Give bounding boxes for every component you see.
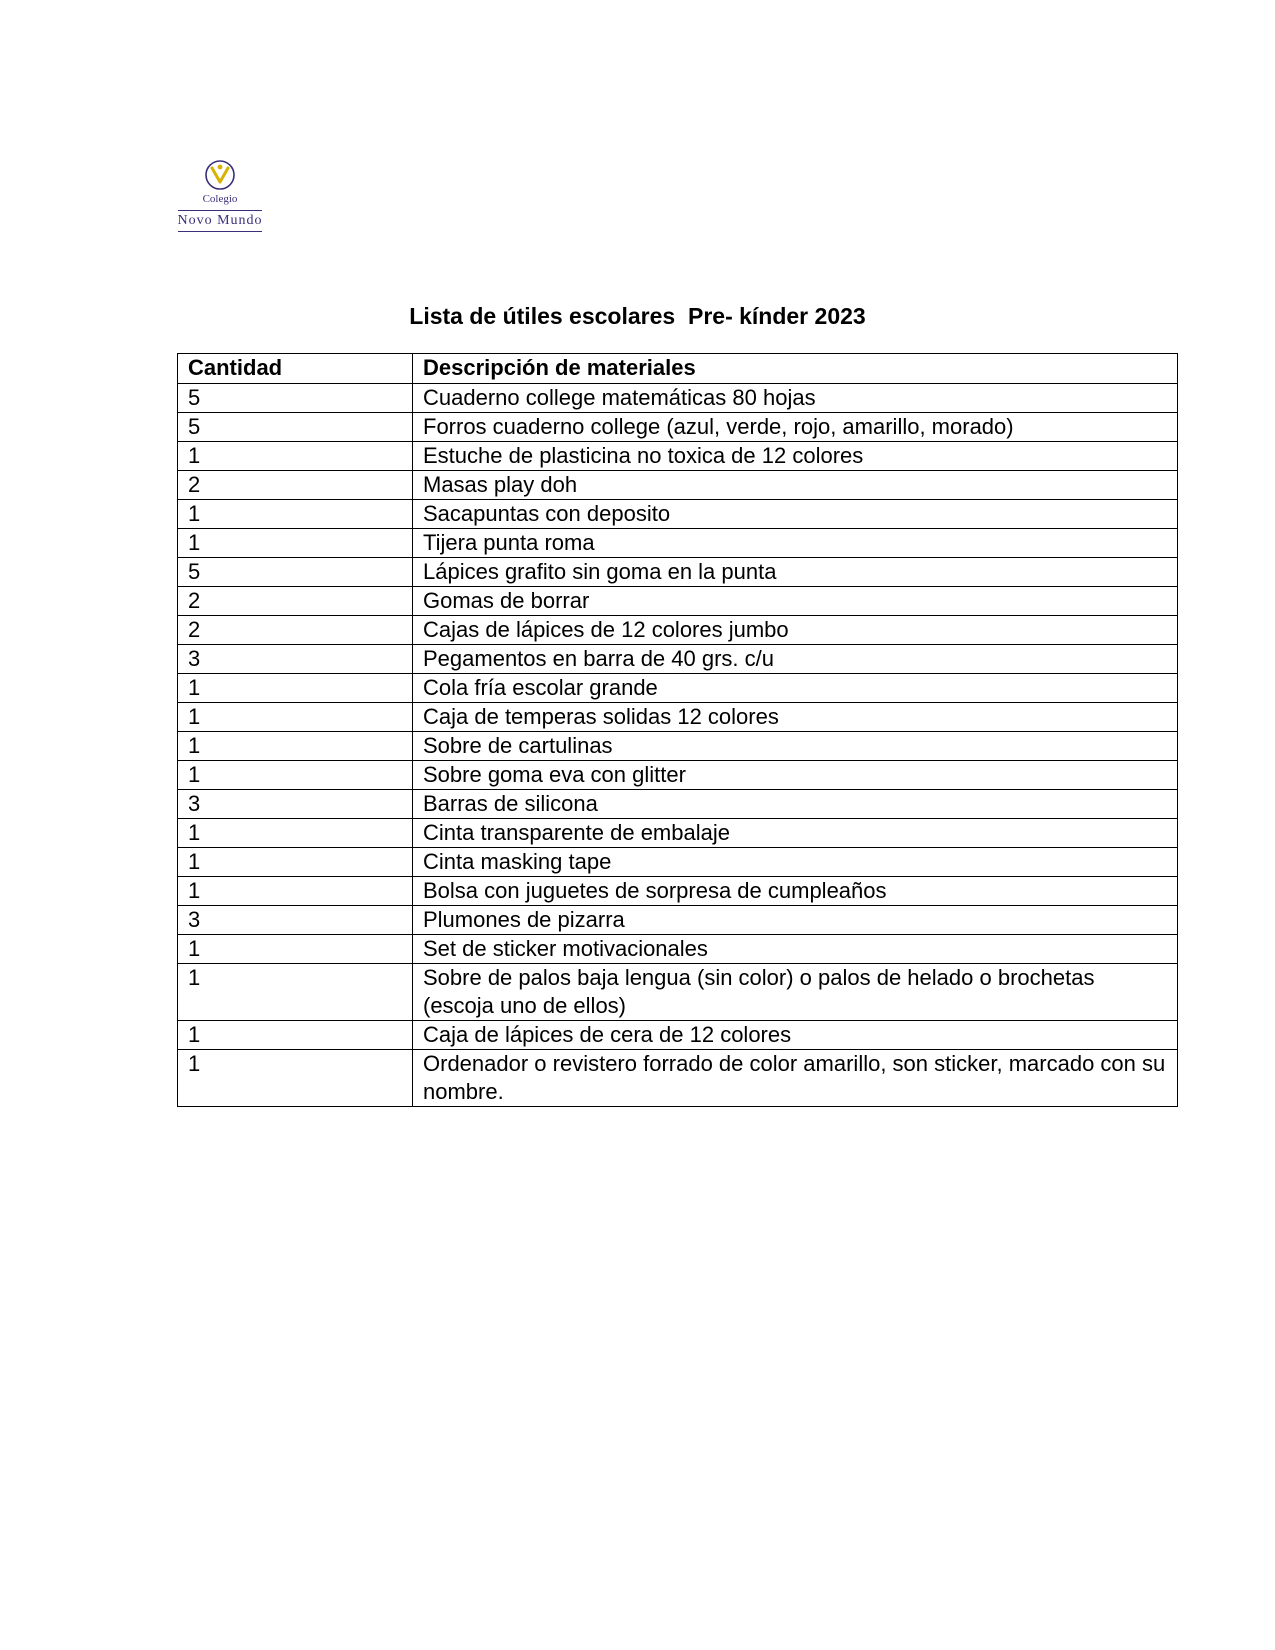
item-quantity: 3	[178, 645, 413, 674]
item-quantity: 1	[178, 1050, 413, 1107]
item-description: Estuche de plasticina no toxica de 12 colores	[413, 442, 1178, 471]
item-quantity: 3	[178, 906, 413, 935]
item-description: Caja de lápices de cera de 12 colores	[413, 1021, 1178, 1050]
table-row	[178, 645, 1178, 674]
table-row	[178, 384, 1178, 413]
supplies-table	[177, 353, 1178, 1107]
item-description: Barras de silicona	[413, 790, 1178, 819]
school-logo	[172, 158, 268, 236]
table-row	[178, 674, 1178, 703]
item-quantity: 5	[178, 384, 413, 413]
table-row	[178, 732, 1178, 761]
table-row	[178, 500, 1178, 529]
item-quantity: 1	[178, 442, 413, 471]
item-description: Cajas de lápices de 12 colores jumbo	[413, 616, 1178, 645]
table-row	[178, 964, 1178, 1021]
item-quantity: 1	[178, 703, 413, 732]
table-row	[178, 819, 1178, 848]
item-quantity: 2	[178, 587, 413, 616]
table-row	[178, 877, 1178, 906]
table-row	[178, 790, 1178, 819]
item-description: Tijera punta roma	[413, 529, 1178, 558]
item-description: Sobre goma eva con glitter	[413, 761, 1178, 790]
item-quantity: 3	[178, 790, 413, 819]
table-row	[178, 935, 1178, 964]
item-quantity: 1	[178, 935, 413, 964]
item-quantity: 1	[178, 529, 413, 558]
item-description: Sacapuntas con deposito	[413, 500, 1178, 529]
table-row	[178, 587, 1178, 616]
item-quantity: 2	[178, 616, 413, 645]
item-description: Pegamentos en barra de 40 grs. c/u	[413, 645, 1178, 674]
item-description: Plumones de pizarra	[413, 906, 1178, 935]
table-header-row	[178, 354, 1178, 384]
table-row	[178, 761, 1178, 790]
logo-line-1: Colegio	[202, 193, 238, 205]
item-quantity: 1	[178, 732, 413, 761]
page-title: Lista de útiles escolares Pre- kínder 2023	[409, 303, 866, 329]
item-description: Cinta transparente de embalaje	[413, 819, 1178, 848]
header-description: Descripción de materiales	[413, 354, 1178, 384]
table-row	[178, 1021, 1178, 1050]
table-row	[178, 848, 1178, 877]
logo-emblem-icon	[172, 158, 268, 192]
item-description: Lápices grafito sin goma en la punta	[413, 558, 1178, 587]
item-quantity: 1	[178, 1021, 413, 1050]
item-description: Sobre de palos baja lengua (sin color) o palos de helado o brochetas (escoja uno de ellos)	[413, 964, 1178, 1021]
table-row	[178, 413, 1178, 442]
item-description: Bolsa con juguetes de sorpresa de cumpleaños	[413, 877, 1178, 906]
header-quantity: Cantidad	[178, 354, 413, 384]
item-description: Forros cuaderno college (azul, verde, rojo, amarillo, morado)	[413, 413, 1178, 442]
item-description: Ordenador o revistero forrado de color amarillo, son sticker, marcado con su nombre.	[413, 1050, 1178, 1107]
item-quantity: 5	[178, 413, 413, 442]
item-quantity: 1	[178, 848, 413, 877]
item-description: Set de sticker motivacionales	[413, 935, 1178, 964]
item-quantity: 1	[178, 819, 413, 848]
item-quantity: 1	[178, 877, 413, 906]
table-row	[178, 1050, 1178, 1107]
logo-underline	[178, 231, 262, 232]
item-description: Caja de temperas solidas 12 colores	[413, 703, 1178, 732]
table-row	[178, 703, 1178, 732]
table-row	[178, 616, 1178, 645]
table-row	[178, 906, 1178, 935]
item-quantity: 1	[178, 674, 413, 703]
item-quantity: 5	[178, 558, 413, 587]
logo-divider	[178, 210, 262, 211]
table-row	[178, 529, 1178, 558]
item-description: Masas play doh	[413, 471, 1178, 500]
item-description: Cola fría escolar grande	[413, 674, 1178, 703]
item-description: Gomas de borrar	[413, 587, 1178, 616]
item-description: Cinta masking tape	[413, 848, 1178, 877]
item-description: Sobre de cartulinas	[413, 732, 1178, 761]
table-row	[178, 471, 1178, 500]
item-description: Cuaderno college matemáticas 80 hojas	[413, 384, 1178, 413]
item-quantity: 1	[178, 964, 413, 1021]
item-quantity: 2	[178, 471, 413, 500]
item-quantity: 1	[178, 500, 413, 529]
logo-line-2: Novo Mundo	[177, 213, 263, 228]
item-quantity: 1	[178, 761, 413, 790]
table-row	[178, 558, 1178, 587]
table-row	[178, 442, 1178, 471]
